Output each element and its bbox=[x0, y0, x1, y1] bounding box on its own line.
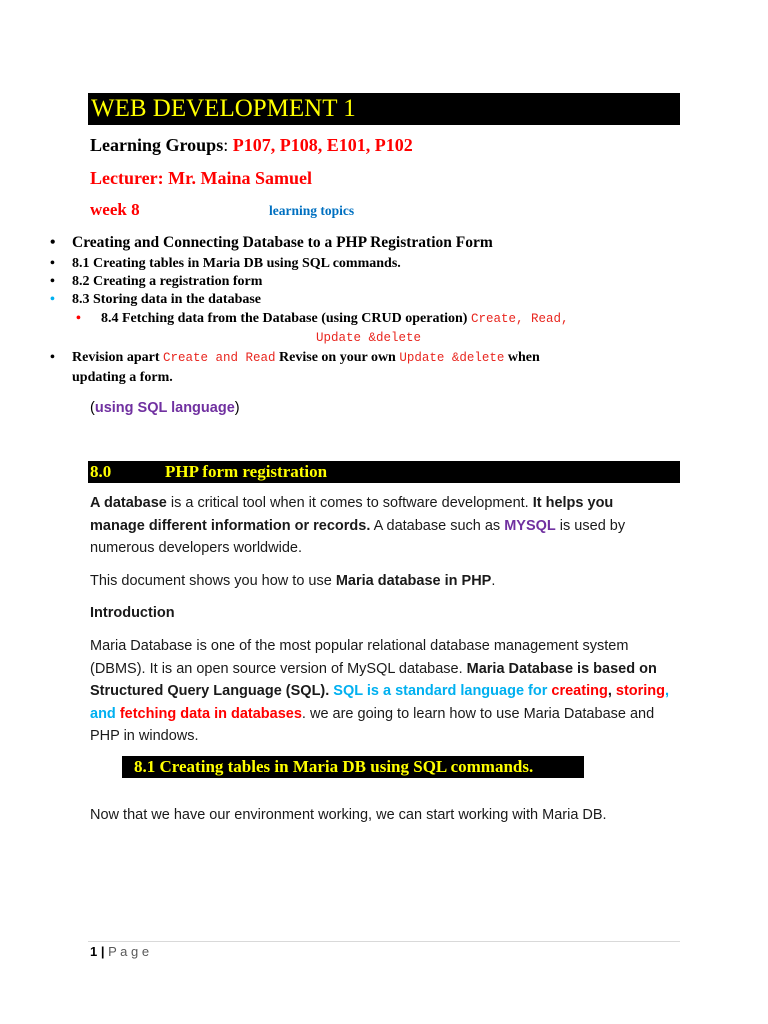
page-footer: 1 | P a g e bbox=[90, 944, 150, 959]
footer-divider bbox=[88, 941, 680, 942]
section-8-1-heading: 8.1 Creating tables in Maria DB using SQL commands. bbox=[122, 756, 584, 778]
learning-topics-label: learning topics bbox=[269, 203, 355, 218]
topic-8-4: 8.4 Fetching data from the Database (using CRUD operation) Create, Read, bbox=[101, 311, 569, 326]
week-label: week 8 bbox=[90, 200, 140, 219]
learning-groups-label: Learning Groups bbox=[90, 135, 224, 155]
page-number: 1 bbox=[90, 944, 98, 959]
bullet-icon: • bbox=[50, 234, 56, 251]
topic-8-1: 8.1 Creating tables in Maria DB using SQL commands. bbox=[72, 256, 401, 271]
learning-groups-colon: : bbox=[223, 135, 229, 155]
revision-line-2: updating a form. bbox=[72, 370, 173, 385]
page-word: P a g e bbox=[108, 944, 150, 959]
learning-groups-value: P107, P108, E101, P102 bbox=[228, 135, 413, 155]
section-8-0-heading bbox=[88, 461, 680, 483]
paragraph-maria-db-start: Now that we have our environment working, we can start working with Maria DB. bbox=[90, 807, 607, 823]
bullet-icon: • bbox=[50, 292, 55, 307]
paragraph-document-purpose: This document shows you how to use Maria database in PHP. bbox=[90, 573, 496, 589]
topics-list bbox=[50, 234, 690, 394]
bullet-icon: • bbox=[50, 274, 55, 289]
topic-8-2: 8.2 Creating a registration form bbox=[72, 274, 263, 289]
bullet-icon: • bbox=[50, 256, 55, 271]
section-title: PHP form registration bbox=[165, 462, 328, 481]
learning-groups-line bbox=[90, 135, 413, 156]
introduction-heading: Introduction bbox=[90, 605, 175, 621]
revision-line: Revision apart Create and Read Revise on your own Update &delete when bbox=[72, 350, 540, 365]
topic-main: Creating and Connecting Database to a PHP Registration Form bbox=[72, 234, 493, 251]
section-number: 8.0 bbox=[90, 462, 112, 481]
bullet-icon: • bbox=[50, 350, 55, 365]
topic-8-4-continued: Update &delete bbox=[316, 331, 422, 345]
topic-8-3: 8.3 Storing data in the database bbox=[72, 292, 262, 307]
sql-language-note: (using SQL language) bbox=[90, 400, 240, 416]
document-title: WEB DEVELOPMENT 1 bbox=[88, 93, 680, 125]
bullet-icon: • bbox=[76, 311, 81, 326]
lecturer-line: Lecturer: Mr. Maina Samuel bbox=[90, 168, 312, 188]
paragraph-database-intro: A database is a critical tool when it comes to software development. It helps you manage different information or records. A database such as MYSQL is used by numerous developers worldwide. bbox=[90, 495, 626, 556]
paragraph-maria-db: Maria Database is one of the most popular relational database management system (DBMS). It is an open source version of MySQL database. Maria Database is based on Structured Query Language (SQL). SQL is a standard language for creating, storing, and fetching data in databases. we are going to learn how to use Maria Database and PHP in windows. bbox=[90, 638, 670, 744]
